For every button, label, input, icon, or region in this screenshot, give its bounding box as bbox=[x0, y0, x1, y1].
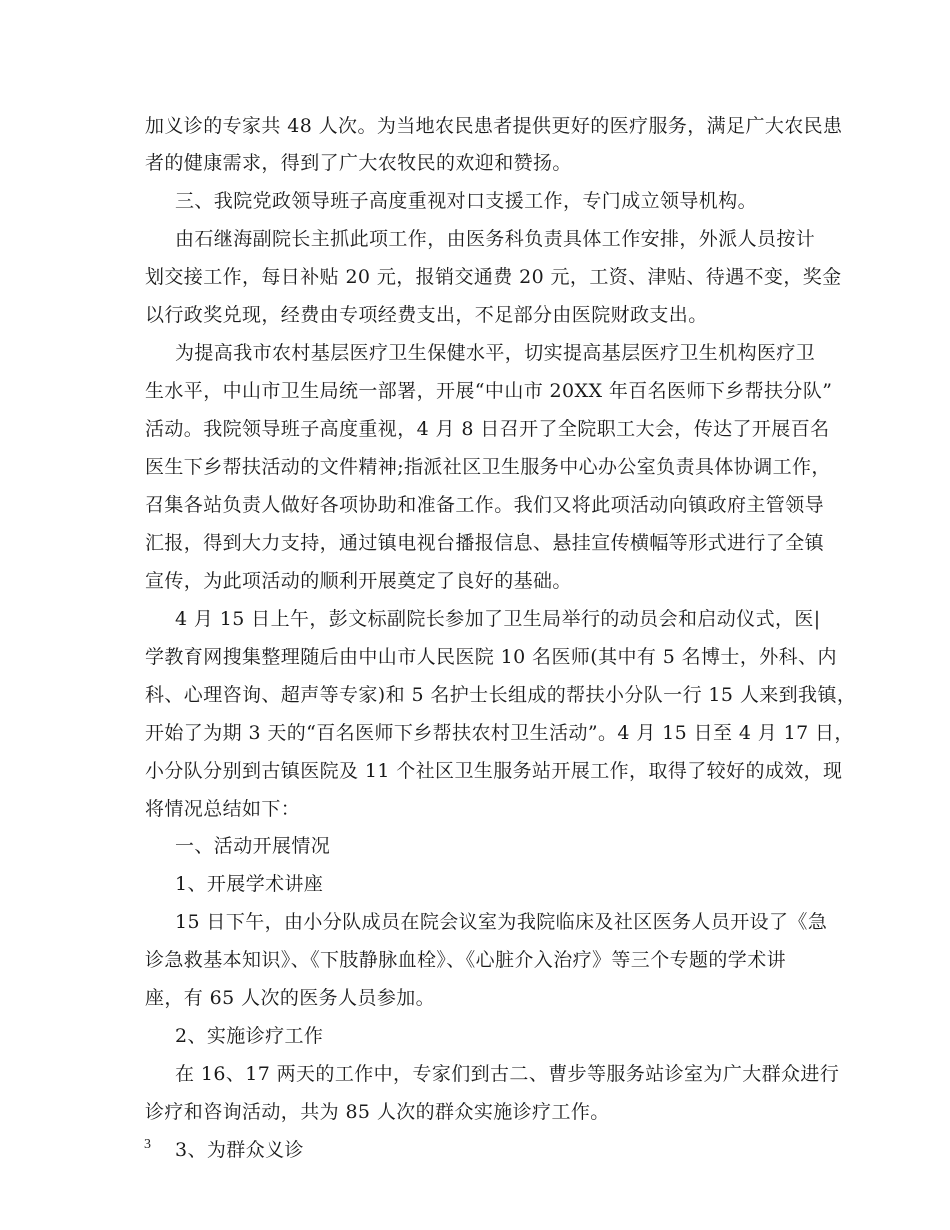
text-line: 诊急救基本知识》、《下肢静脉血栓》、《心脏介入治疗》等三个专题的学术讲 bbox=[145, 949, 787, 971]
text-line: 以行政奖兑现，经费由专项经费支出，不足部分由医院财政支出。 bbox=[145, 304, 708, 326]
text-line: 学教育网搜集整理随后由中山市人民医院 10 名医师(其中有 5 名博士，外科、内 bbox=[145, 646, 837, 668]
section-heading: 一、活动开展情况 bbox=[175, 835, 331, 857]
text-line: 小分队分别到古镇医院及 11 个社区卫生服务站开展工作，取得了较好的成效，现 bbox=[145, 760, 843, 782]
text-line: 医生下乡帮扶活动的文件精神;指派社区卫生服务中心办公室负责具体协调工作， bbox=[145, 456, 831, 478]
subsection-heading: 2、实施诊疗工作 bbox=[175, 1025, 324, 1047]
text-line: 将情况总结如下： bbox=[145, 798, 301, 820]
text-line: 者的健康需求，得到了广大农牧民的欢迎和赞扬。 bbox=[145, 152, 572, 174]
text-line: 4 月 15 日上午，彭文标副院长参加了卫生局举行的动员会和启动仪式，医| bbox=[175, 608, 821, 630]
text-line: 召集各站负责人做好各项协助和准备工作。我们又将此项活动向镇政府主管领导 bbox=[145, 494, 825, 516]
text-line: 在 16、17 两天的工作中，专家们到古二、曹步等服务站诊室为广大群众进行 bbox=[175, 1063, 840, 1085]
subsection-heading: 3、为群众义诊 bbox=[175, 1139, 304, 1161]
text-line: 生水平，中山市卫生局统一部署，开展“中山市 20XX 年百名医师下乡帮扶分队” bbox=[145, 380, 833, 402]
text-line: 科、心理咨询、超声等专家)和 5 名护士长组成的帮扶小分队一行 15 人来到我镇， bbox=[145, 684, 857, 706]
text-line: 宣传，为此项活动的顺利开展奠定了良好的基础。 bbox=[145, 570, 572, 592]
text-line: 由石继海副院长主抓此项工作，由医务科负责具体工作安排，外派人员按计 bbox=[175, 228, 816, 250]
text-line: 座，有 65 人次的医务人员参加。 bbox=[145, 987, 436, 1009]
section-heading: 三、我院党政领导班子高度重视对口支援工作，专门成立领导机构。 bbox=[175, 190, 758, 212]
text-line: 划交接工作，每日补贴 20 元，报销交通费 20 元，工资、津贴、待遇不变，奖金 bbox=[145, 266, 842, 288]
text-line: 诊疗和咨询活动，共为 85 人次的群众实施诊疗工作。 bbox=[145, 1101, 610, 1123]
text-line: 15 日下午，由小分队成员在院会议室为我院临床及社区医务人员开设了《急 bbox=[175, 911, 828, 933]
text-line: 加义诊的专家共 48 人次。为当地农民患者提供更好的医疗服务，满足广大农民患 bbox=[145, 115, 843, 137]
text-line: 活动。我院领导班子高度重视，4 月 8 日召开了全院职工大会，传达了开展百名 bbox=[145, 418, 830, 440]
text-line: 为提高我市农村基层医疗卫生保健水平，切实提高基层医疗卫生机构医疗卫 bbox=[175, 342, 816, 364]
page-number: 3 bbox=[144, 1137, 151, 1152]
text-line: 汇报，得到大力支持，通过镇电视台播报信息、悬挂宣传横幅等形式进行了全镇 bbox=[145, 532, 825, 554]
subsection-heading: 1、开展学术讲座 bbox=[175, 873, 324, 895]
text-line: 开始了为期 3 天的“百名医师下乡帮扶农村卫生活动”。4 月 15 日至 4 月 17 日， bbox=[145, 722, 854, 744]
